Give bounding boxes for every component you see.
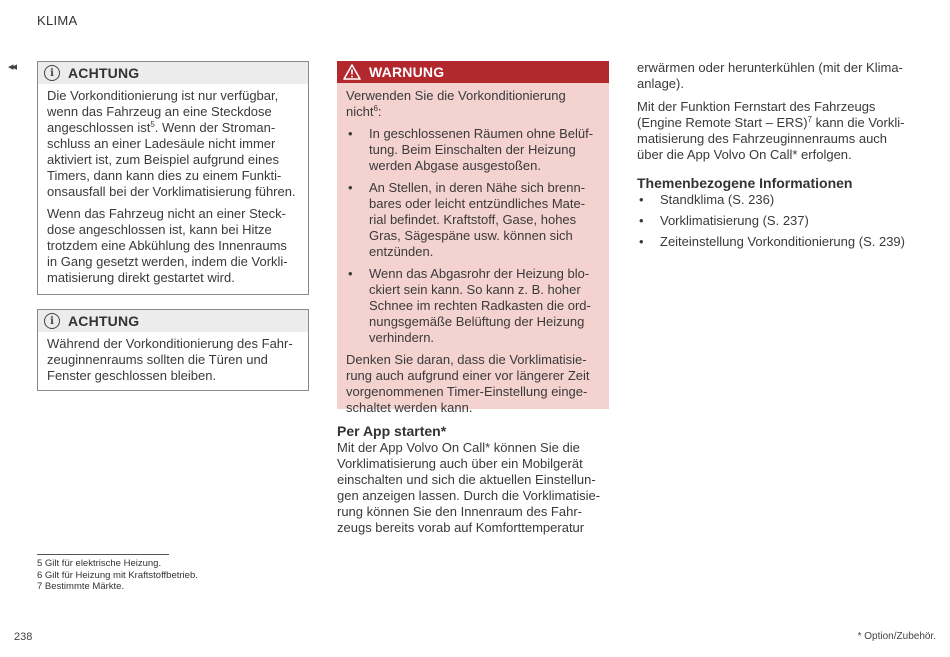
list-item: • Wenn das Abgasrohr der Heizung blo-ckiert sein kann. So kann z. B. hoher Schnee im rechten Radkasten die ord-nungsgemäße Belüftung der Heizung verhindern. — [346, 266, 600, 346]
caution-paragraph: Die Vorkonditionierung ist nur verfügbar, wenn das Fahrzeug an eine Steckdose angeschlossen ist$^5$. Wenn der Stroman-schluss an einer Ladesäule nicht immer aktiviert ist, zum Beispiel aufgrund eines Timers, dann kann dies zu einem Funkti-onsausfall bei der Vorklimatisierung führen. — [47, 88, 296, 199]
caution-paragraph: Wenn das Fahrzeug nicht an einer Steck-dose angeschlossen ist, kann bei Hitze trotzdem eine Abkühlung des Innenraums in Gang gesetzt werden, indem die Vorkli-matisierung direkt gestartet wird. — [47, 206, 288, 285]
footnote-divider — [37, 554, 169, 555]
caution-paragraph: Während der Vorkonditionierung des Fahr-zeuginnenraums sollten die Türen und Fenster geschlossen bleiben. — [47, 336, 293, 383]
list-item: • An Stellen, in deren Nähe sich brenn-bares oder leicht entzündliches Mate-rial befindet. Kraftstoff, Gase, hohes Gras, Sägespäne usw. können sich entzünden. — [346, 180, 600, 260]
body-text: Mit der App Volvo On Call* können Sie die Vorklimatisierung auch über ein Mobilgerät einschalten und sich die aktuellen Einstellun-gen anzeigen lassen. Durch die Vorklimatisie-rung können Sie den Innenraum des Fahr-zeugs bereits vorab auf Komforttemperatur — [337, 440, 601, 535]
back-arrows-icon[interactable]: ◂◂ — [8, 61, 16, 73]
caution-header — [38, 310, 308, 332]
info-icon: i — [44, 313, 60, 329]
warning-label: WARNUNG — [369, 64, 445, 80]
caution-label: ACHTUNG — [68, 313, 140, 329]
related-link[interactable]: • Standklima (S. 236) — [637, 192, 913, 208]
warning-body — [337, 83, 609, 422]
warning-header — [337, 61, 609, 83]
option-note: * Option/Zubehör. — [857, 631, 936, 642]
caution-label: ACHTUNG — [68, 65, 140, 81]
info-icon: i — [44, 65, 60, 81]
app-section — [337, 423, 609, 536]
related-link[interactable]: • Vorklimatisierung (S. 237) — [637, 213, 913, 229]
caution-body — [38, 332, 308, 390]
footnote-ref[interactable]: 7 — [807, 115, 812, 124]
warning-outro: Denken Sie daran, dass die Vorklimatisie-rung auch aufgrund einer vor längerer Zeit vorgenommenen Timer-Einstellung einge-schaltet werden kann. — [346, 352, 590, 415]
warning-triangle-icon — [343, 64, 361, 80]
list-item: • In geschlossenen Räumen ohne Belüf-tung. Beim Einschalten der Heizung werden Abgase ausgestoßen. — [346, 126, 600, 174]
right-column — [637, 60, 913, 255]
page-number: 238 — [14, 631, 33, 643]
section-title: KLIMA — [37, 13, 78, 28]
footnote: 5 Gilt für elektrische Heizung. — [37, 558, 162, 569]
related-links — [637, 192, 913, 250]
body-text: Mit der Funktion Fernstart des Fahrzeugs (Engine Remote Start – ERS)$^7$ kann die Vorkli-matisierung des Fahrzeuginnenraums auch über die App Volvo On Call* erfolgen. — [637, 99, 905, 162]
caution-box-1 — [37, 61, 309, 295]
footnote: 6 Gilt für Heizung mit Kraftstoffbetrieb. — [37, 569, 198, 581]
footnote-ref[interactable]: 5 — [150, 120, 155, 129]
section-heading: Per App starten* — [337, 423, 447, 439]
warning-intro: Verwenden Sie die Vorkonditionierung nicht$^6$: — [346, 88, 566, 119]
caution-header — [38, 62, 308, 84]
warning-list — [346, 126, 600, 346]
caution-box-2 — [37, 309, 309, 391]
warning-box — [337, 61, 609, 415]
body-text: erwärmen oder herunterkühlen (mit der Klima-anlage). — [637, 60, 903, 91]
related-info-heading: Themenbezogene Informationen — [637, 175, 853, 191]
caution-body — [38, 84, 308, 292]
footnote: 7 Bestimmte Märkte. — [37, 581, 125, 592]
footnotes — [37, 558, 198, 593]
related-link[interactable]: • Zeiteinstellung Vorkonditionierung (S. 239) — [637, 234, 913, 250]
footnote-ref[interactable]: 6 — [373, 104, 378, 113]
